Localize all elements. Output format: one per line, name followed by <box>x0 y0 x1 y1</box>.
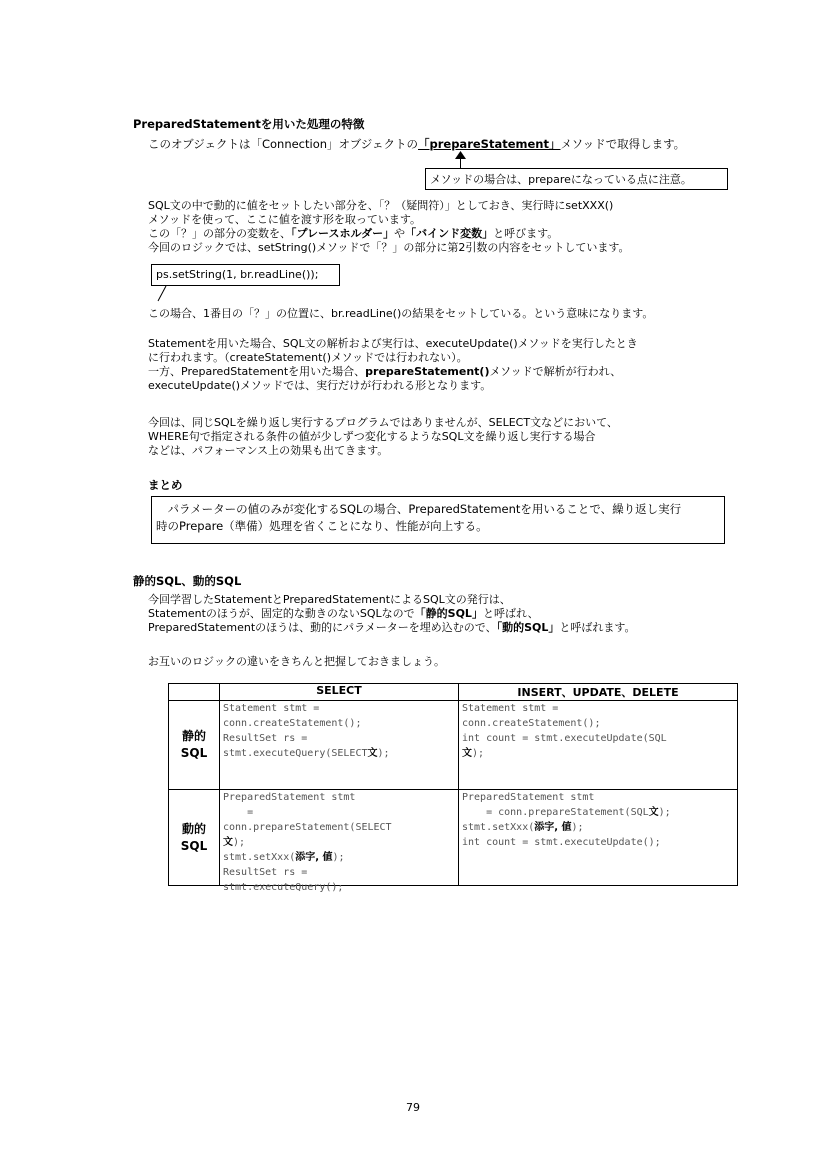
code-part: ); <box>377 748 390 759</box>
comparison-table <box>168 683 738 893</box>
s2-line3-post: と呼ばれます。 <box>559 621 636 634</box>
code-part: stmt.executeQuery(SELECT <box>223 748 368 759</box>
row-label-static <box>169 701 220 790</box>
note-text: メソッドの場合は、prepareになっている点に注意。 <box>430 173 692 186</box>
note-box <box>425 168 728 190</box>
p3-line: executeUpdate()メソッドでは、実行だけが行われる形となります。 <box>148 379 492 392</box>
table-row-dynamic <box>169 790 738 886</box>
code-line <box>462 805 737 820</box>
code-line: PreparedStatement stmt <box>223 792 356 803</box>
intro-post: メソッドで取得します。 <box>560 137 686 151</box>
s2-line: 今回学習したStatementとPreparedStatementによるSQL文の発行は、 <box>148 593 511 606</box>
cell-static-insert <box>459 701 738 790</box>
code-text: ps.setString(1, br.readLine()); <box>156 268 319 281</box>
paragraph-2: この場合、1番目の「？」の位置に、br.readLine()の結果をセットしている。という意味になります。 <box>148 307 654 320</box>
label-line: SQL <box>180 746 208 760</box>
paragraph-1 <box>148 199 629 255</box>
cell-dynamic-insert <box>459 790 738 886</box>
code-box <box>151 264 340 286</box>
code-line <box>223 850 458 865</box>
code-part: ); <box>233 837 246 848</box>
summary-line: パラメーターの値のみが変化するSQLの場合、PreparedStatementを用いることで、繰り返し実行 <box>156 502 682 516</box>
term-prepare-statement: prepareStatement() <box>365 365 490 378</box>
row-label-dynamic <box>169 790 220 886</box>
code-block <box>223 701 458 789</box>
code-line: conn.prepareStatement(SELECT <box>223 822 392 833</box>
paragraph-3 <box>148 337 638 393</box>
intro-pre: このオブジェクトは「Connection」オブジェクトの <box>148 137 418 151</box>
label-line: SQL <box>180 838 208 853</box>
code-line: stmt.executeQuery(); <box>223 882 344 893</box>
term-placeholder: 「プレースホルダー」 <box>291 227 395 240</box>
p4-line: 今回は、同じSQLを繰り返し実行するプログラムではありませんが、SELECT文などにおいて、 <box>148 416 618 429</box>
code-part: stmt.setXxx( <box>223 852 296 863</box>
p3-line3-post: メソッドで解析が行われ、 <box>489 365 622 378</box>
table-header-row <box>169 684 738 701</box>
paragraph-4 <box>148 416 618 458</box>
intro-method: 「prepareStatement」 <box>418 137 561 151</box>
term-static-sql: 「静的SQL」 <box>414 607 483 620</box>
p3-line <box>148 365 638 379</box>
arrow-up-icon <box>455 151 466 159</box>
p4-line: などは、パフォーマンス上の効果も出てきます。 <box>148 444 389 457</box>
code-line: Statement stmt = <box>462 703 559 714</box>
s2-line2-post: と呼ばれ、 <box>482 607 539 620</box>
code-line: conn.createStatement(); <box>462 718 601 729</box>
p1-line: SQL文の中で動的に値をセットしたい部分を、「？（疑問符）」としておき、実行時にsetXXX() <box>148 199 614 212</box>
section2-closing: お互いのロジックの違いをきちんと把握しておきましょう。 <box>148 655 445 668</box>
p1-line3-mid: や <box>394 227 406 240</box>
term-dynamic-sql: 「動的SQL」 <box>496 621 560 634</box>
table-header-insert: INSERT、UPDATE、DELETE <box>459 684 738 701</box>
code-part: ); <box>472 748 485 759</box>
code-line: conn.createStatement(); <box>223 718 362 729</box>
code-line: int count = stmt.executeUpdate(); <box>462 837 661 848</box>
pointer-line <box>156 286 168 302</box>
code-part: stmt.setXxx( <box>462 822 535 833</box>
code-line <box>223 746 458 761</box>
section-title: PreparedStatementを用いた処理の特徴 <box>133 117 365 131</box>
code-line: int count = stmt.executeUpdate(SQL <box>462 733 667 744</box>
section-title-2: 静的SQL、動的SQL <box>133 574 242 588</box>
summary-line: 時のPrepare（準備）処理を省くことになり、性能が向上する。 <box>156 519 488 533</box>
p1-line3-pre: この「？」の部分の変数を、 <box>148 227 291 240</box>
page-number: 79 <box>406 1101 420 1114</box>
code-part-bold: 文 <box>367 748 378 759</box>
p4-line: WHERE句で指定される条件の値が少しずつ変化するようなSQL文を繰り返し実行する場合 <box>148 430 596 443</box>
p1-line: メソッドを使って、ここに値を渡す形を取っています。 <box>148 213 422 226</box>
code-block <box>223 790 458 893</box>
p1-line <box>148 227 629 241</box>
intro-line <box>148 137 685 151</box>
code-line <box>462 820 737 835</box>
section2-body <box>148 593 636 635</box>
code-part-bold: 添字, 値 <box>534 822 572 833</box>
term-bind-variable: 「バインド変数」 <box>405 227 494 240</box>
label-line: 動的 <box>181 821 206 836</box>
s2-line <box>148 607 636 621</box>
summary-box <box>151 496 725 544</box>
code-block <box>462 790 737 885</box>
code-part: = conn.prepareStatement(SQL <box>462 807 649 818</box>
cell-dynamic-select <box>220 790 459 893</box>
s2-line2-pre: Statementのほうが、固定的な動きのないSQLなので <box>148 607 415 620</box>
code-part: ); <box>658 807 671 818</box>
code-line: = <box>223 807 254 818</box>
code-part: ); <box>571 822 584 833</box>
code-part-bold: 文 <box>648 807 659 818</box>
p3-line3-pre: 一方、PreparedStatementを用いた場合、 <box>148 365 366 378</box>
p1-line: 今回のロジックでは、setString()メソッドで「？」の部分に第2引数の内容をセットしています。 <box>148 241 630 254</box>
table-row-static <box>169 701 738 790</box>
code-line: PreparedStatement stmt <box>462 792 595 803</box>
code-line: Statement stmt = <box>223 703 320 714</box>
code-block <box>462 701 737 789</box>
table-header-empty <box>169 684 220 701</box>
code-line <box>462 746 737 761</box>
table-header-select: SELECT <box>220 684 459 701</box>
p1-line3-post: と呼びます。 <box>493 227 559 240</box>
code-part-bold: 添字, 値 <box>295 852 333 863</box>
label-line: 静的 <box>181 729 206 743</box>
p3-line: Statementを用いた場合、SQL文の解析および実行は、executeUpdate()メソッドを実行したとき <box>148 337 638 350</box>
code-part-bold: 文 <box>462 748 472 759</box>
code-line <box>223 835 458 850</box>
p3-line: に行われます。（createStatement()メソッドでは行われない）。 <box>148 351 468 364</box>
s2-line <box>148 621 636 635</box>
code-line: ResultSet rs = <box>223 733 308 744</box>
code-part-bold: 文 <box>223 837 233 848</box>
s2-line3-pre: PreparedStatementのほうは、動的にパラメーターを埋め込むので、 <box>148 621 497 634</box>
summary-title: まとめ <box>148 478 183 492</box>
code-line: ResultSet rs = <box>223 867 308 878</box>
cell-static-select <box>220 701 459 790</box>
code-part: ); <box>332 852 345 863</box>
